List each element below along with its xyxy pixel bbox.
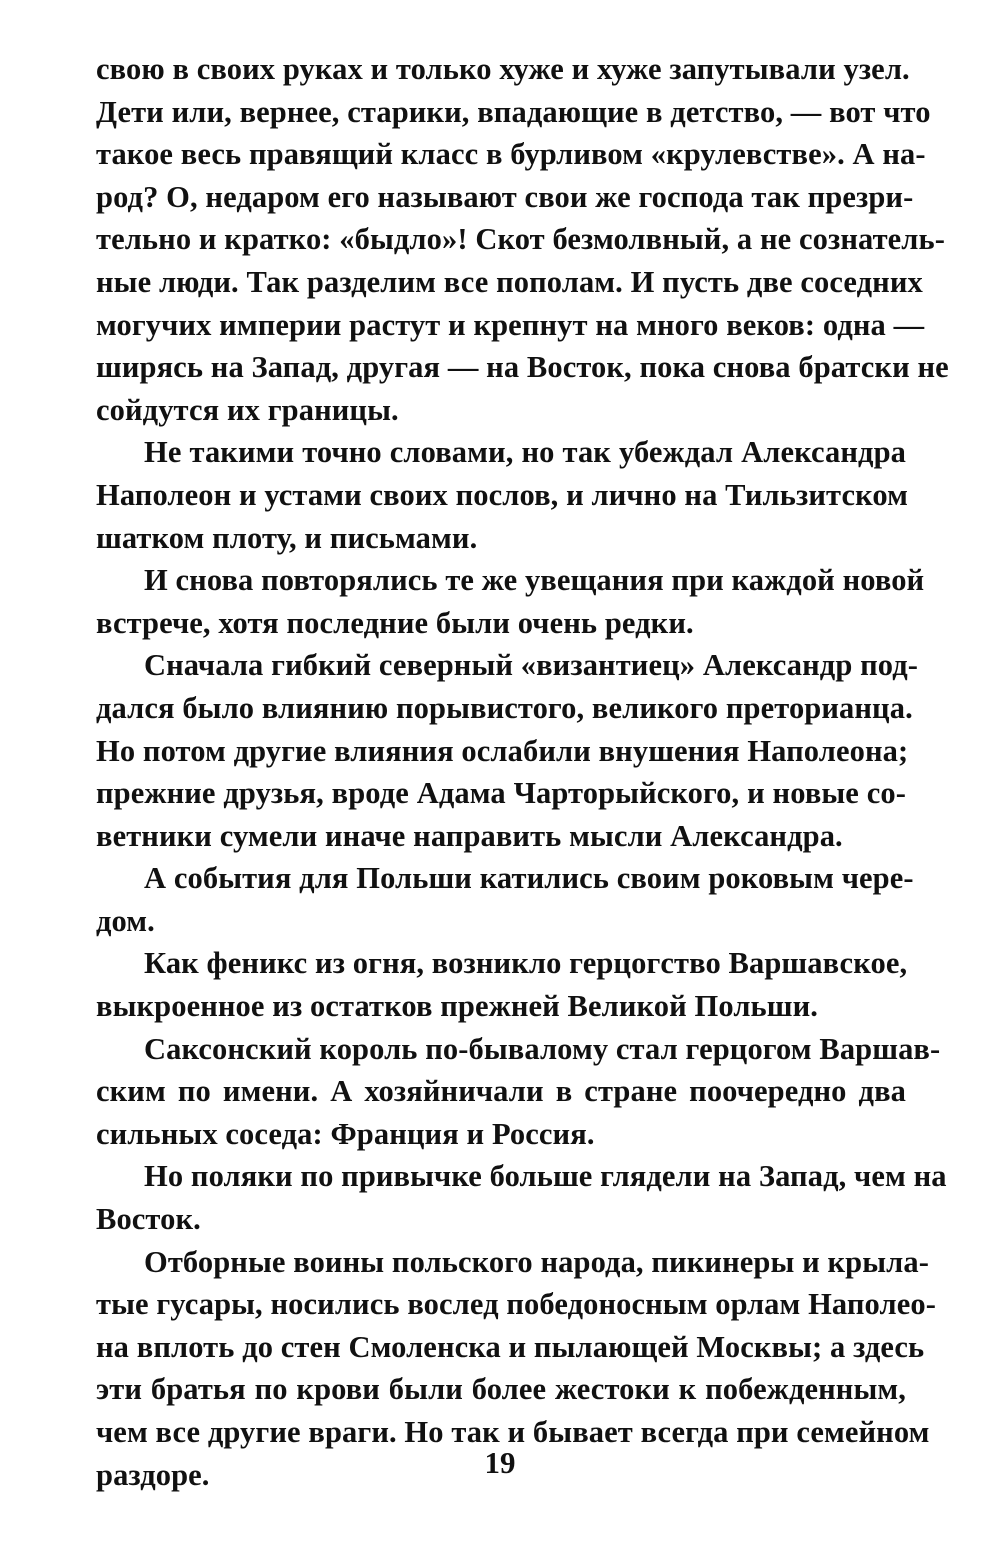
text-line: ветники сумели иначе направить мысли Александра.	[96, 818, 843, 853]
paragraph-start-line: И снова повторялись те же увещания при каждой новой	[144, 563, 925, 598]
text-line: встрече, хотя последние были очень редки.	[96, 605, 694, 640]
text-line: дался было влиянию порывистого, великого преторианца.	[96, 690, 913, 725]
text-line: выкроенное из остатков прежней Великой Польши.	[96, 989, 819, 1024]
text-line: Но потом другие влияния ослабили внушения Наполеона;	[96, 733, 909, 768]
text-line: чем все другие враги. Но так и бывает всегда при семейном	[96, 1415, 930, 1449]
text-line: ные люди. Так разделим все пополам. И пусть две соседних	[96, 264, 923, 299]
paragraph-start-line: Не такими точно словами, но так убеждал Александра	[144, 435, 906, 470]
text-line: могучих империи растут и крепнут на много веков: одна —	[96, 307, 925, 342]
text-line: ским по имени. А хозяйничали в стране поочередно два	[96, 1074, 906, 1109]
paragraph-start-line: Сначала гибкий северный «византиец» Александр под-	[144, 648, 919, 683]
text-line: прежние друзья, вроде Адама Чарторыйского, и новые со-	[96, 776, 906, 811]
text-line: тые гусары, носились вослед победоносным орлам Наполео-	[96, 1287, 936, 1322]
paragraph-start-line: Но поляки по привычке больше глядели на Запад, чем на	[144, 1159, 947, 1194]
page-body-text	[96, 48, 949, 1496]
paragraph-start-line: А события для Польши катились своим роковым чере-	[144, 861, 914, 896]
text-line: дом.	[96, 903, 155, 938]
text-line: свою в своих руках и только хуже и хуже запутывали узел.	[96, 52, 910, 86]
text-line: такое весь правящий класс в бурливом «крулевстве». А на-	[96, 137, 926, 172]
text-line: Восток.	[96, 1202, 201, 1237]
text-line: на вплоть до стен Смоленска и пылающей Москвы; а здесь	[96, 1329, 925, 1364]
text-line: Дети или, вернее, старики, впадающие в детство, — вот что	[96, 94, 931, 129]
text-line: сойдутся их границы.	[96, 392, 399, 427]
text-line: сильных соседа: Франция и Россия.	[96, 1116, 595, 1151]
text-line: раздоре.	[96, 1457, 210, 1492]
text-line: шатком плоту, и письмами.	[96, 520, 478, 555]
page-number: 19	[484, 1445, 516, 1480]
text-line: ширясь на Запад, другая — на Восток, пока снова братски не	[96, 350, 949, 385]
paragraph-start-line: Отборные воины польского народа, пикинеры и крыла-	[144, 1244, 929, 1279]
paragraph-start-line: Саксонский король по-бывалому стал герцогом Варшав-	[144, 1031, 941, 1066]
text-line: эти братья по крови были более жестоки к побежденным,	[96, 1372, 906, 1407]
text-line: тельно и кратко: «быдло»! Скот безмолвный, а не сознатель-	[96, 222, 946, 257]
paragraph-start-line: Как феникс из огня, возникло герцогство Варшавское,	[144, 946, 908, 981]
text-line: род? О, недаром его называют свои же господа так презри-	[96, 179, 914, 214]
text-line: Наполеон и устами своих послов, и лично на Тильзитском	[96, 477, 909, 512]
